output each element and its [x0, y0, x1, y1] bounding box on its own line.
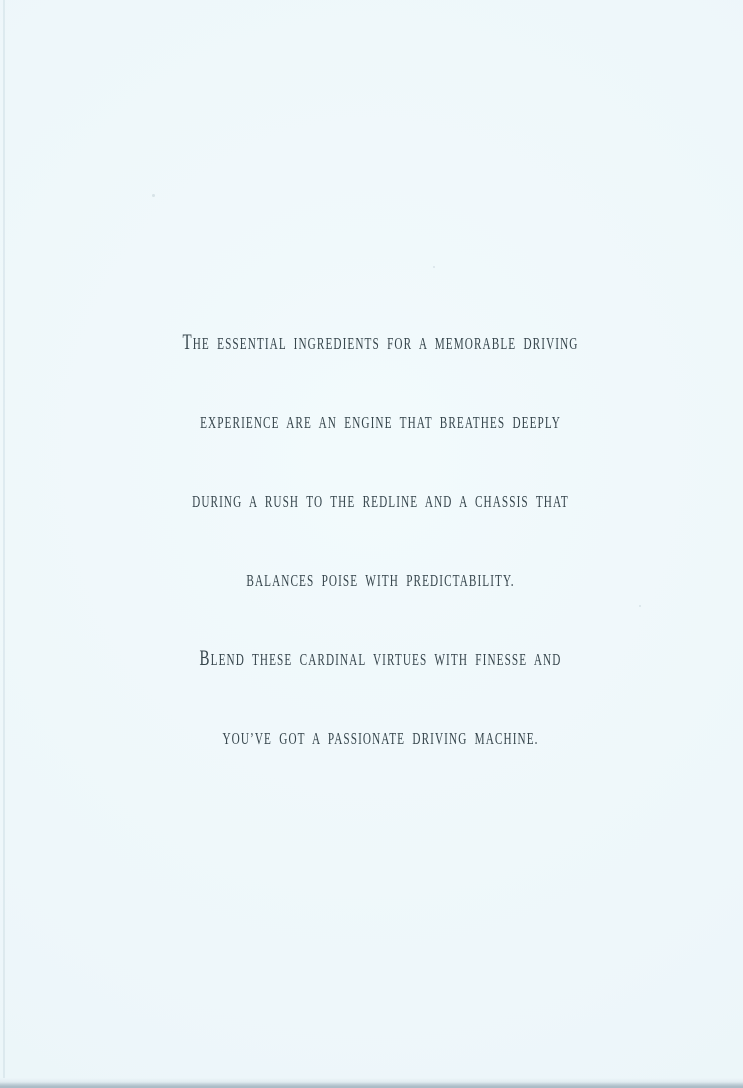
- lead-capital: T: [182, 329, 193, 354]
- scan-speck: [433, 266, 435, 268]
- quote-line-5: [128, 618, 633, 697]
- quote-line-text: EXPERIENCE ARE AN ENGINE THAT BREATHES DEEPLY: [200, 413, 561, 432]
- quote-line-6: [128, 697, 633, 776]
- quote-line-3: [128, 460, 633, 539]
- quote-line-text: DURING A RUSH TO THE REDLINE AND A CHASSIS THAT: [192, 492, 569, 511]
- quote-line-text: YOU’VE GOT A PASSIONATE DRIVING MACHINE.: [222, 729, 539, 748]
- quote-line-4: [128, 539, 633, 618]
- quote-line-text: LEND THESE CARDINAL VIRTUES WITH FINESSE AND: [210, 650, 562, 669]
- quote-line-1: [128, 302, 633, 381]
- page-bottom-edge-shadow: [0, 1078, 743, 1088]
- quote-line-2: [128, 381, 633, 460]
- lead-capital: B: [199, 645, 211, 670]
- quote-line-text: HE ESSENTIAL INGREDIENTS FOR A MEMORABLE DRIVING: [192, 334, 579, 353]
- quote-line-text: BALANCES POISE WITH PREDICTABILITY.: [246, 571, 515, 590]
- scan-speck: [152, 194, 155, 197]
- quote-block: [0, 302, 743, 776]
